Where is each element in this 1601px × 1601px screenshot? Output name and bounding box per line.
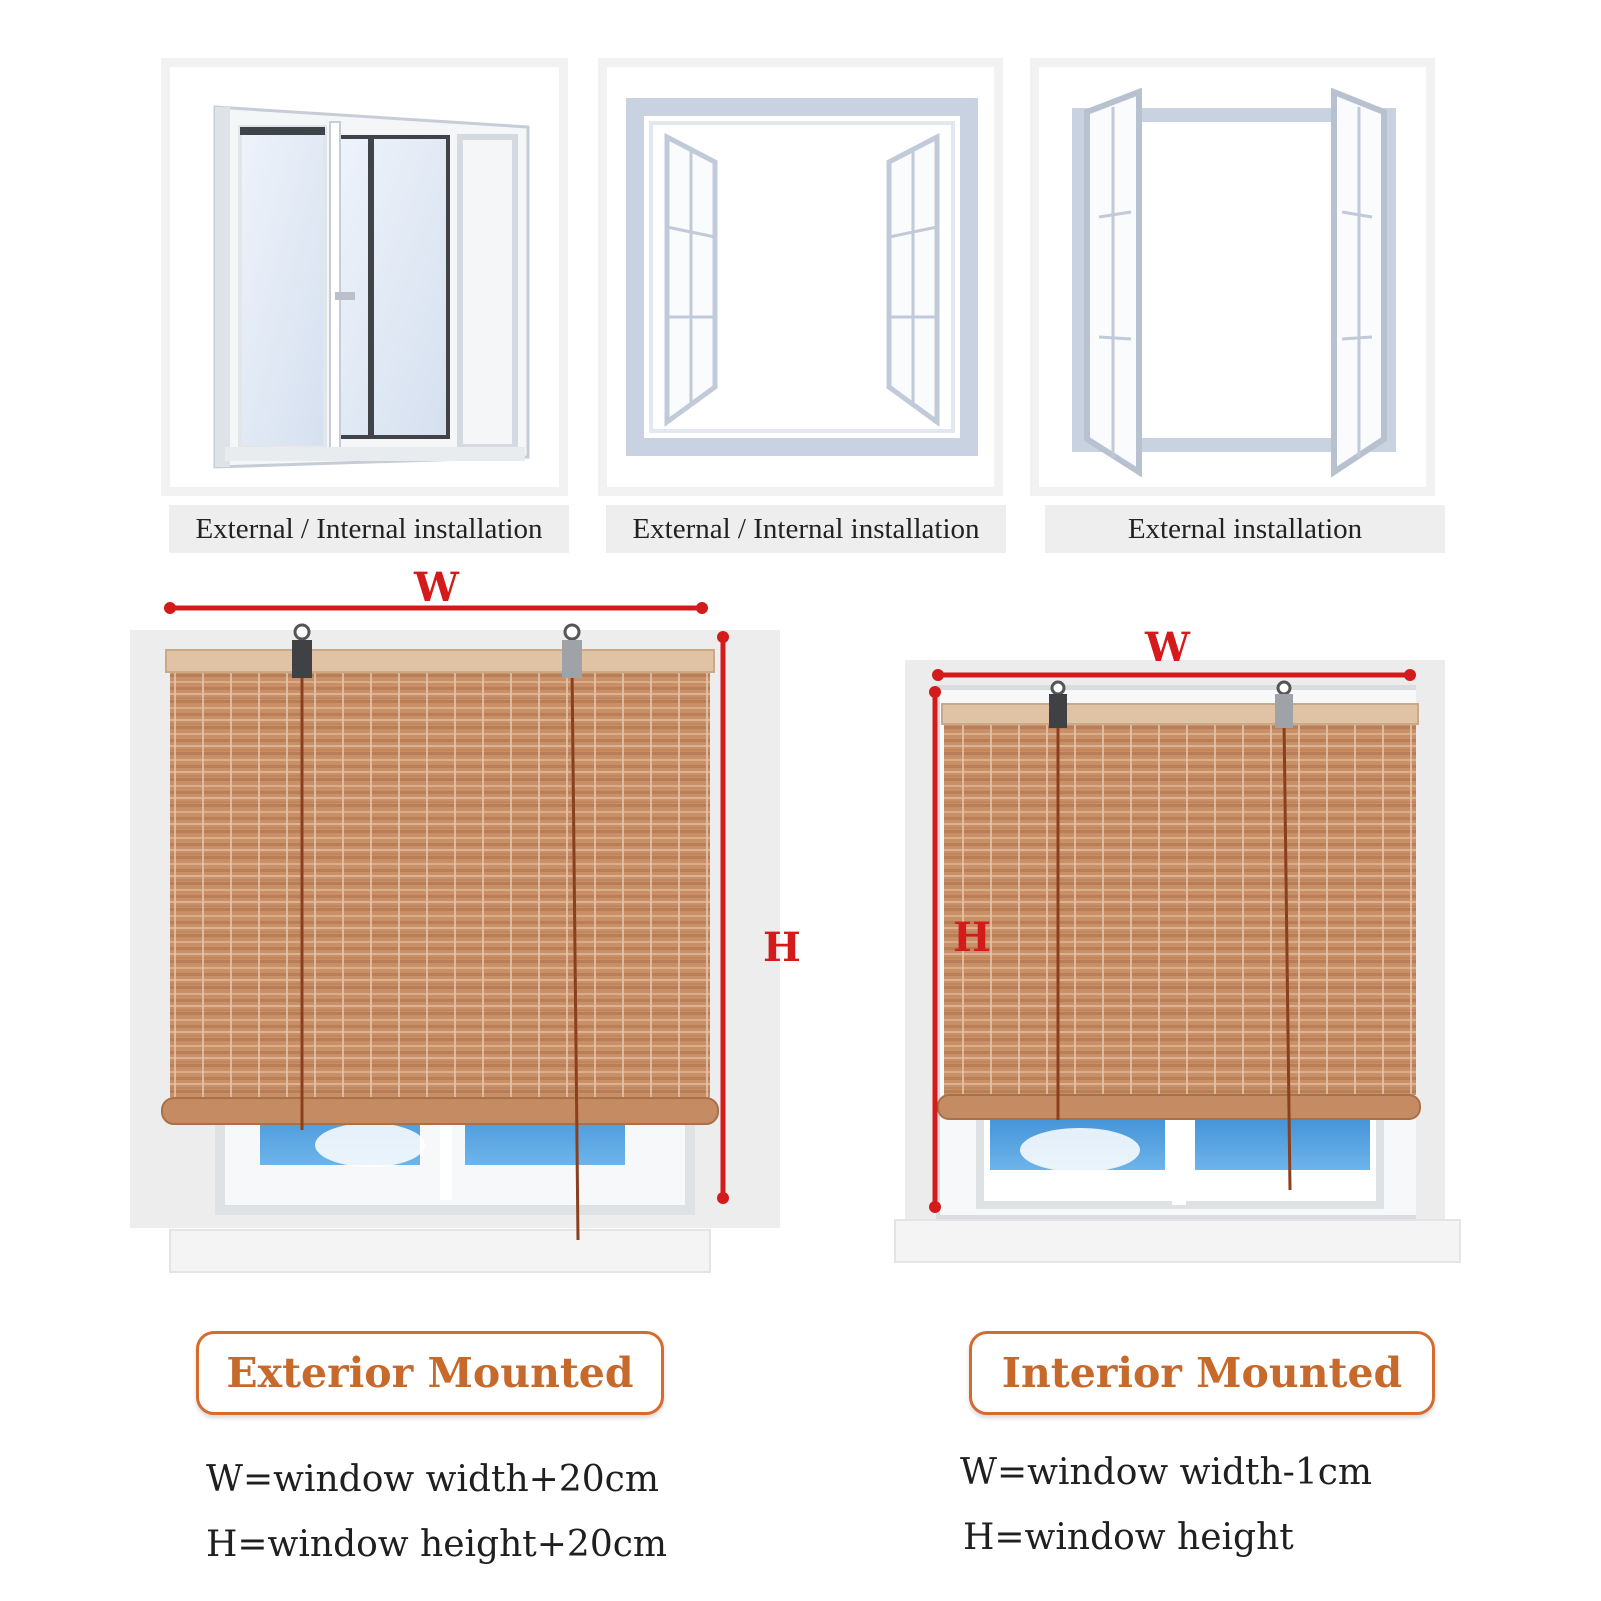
interior-height-formula: H=window height [963,1517,1294,1558]
exterior-blind [170,658,710,1098]
window-type-panel-casement [598,58,1003,496]
interior-blind [944,710,1416,1095]
interior-width-label: W [1145,624,1190,671]
window-type-panel-outward [1030,58,1435,496]
exterior-height-formula: H=window height+20cm [206,1524,668,1565]
exterior-height-label: H [763,924,801,971]
bracket-icon [562,625,582,678]
installation-caption-outward: External installation [1045,505,1445,553]
interior-height-label: H [953,914,991,961]
bracket-icon [1049,682,1067,728]
window-type-panel-sliding [161,58,568,496]
sliding-window-icon [170,67,559,487]
installation-caption-casement: External / Internal installation [606,505,1006,553]
installation-caption-sliding: External / Internal installation [169,505,569,553]
exterior-mounted-badge: Exterior Mounted [196,1331,664,1415]
casement-window-icon [607,67,994,487]
interior-mounted-badge: Interior Mounted [969,1331,1435,1415]
bracket-icon [292,625,312,678]
exterior-mount-illustration [120,564,800,1280]
exterior-width-formula: W=window width+20cm [206,1459,659,1500]
exterior-width-label: W [414,564,459,611]
outward-casement-window-icon [1039,67,1426,487]
bracket-icon [1275,682,1293,728]
interior-width-formula: W=window width-1cm [960,1452,1373,1493]
